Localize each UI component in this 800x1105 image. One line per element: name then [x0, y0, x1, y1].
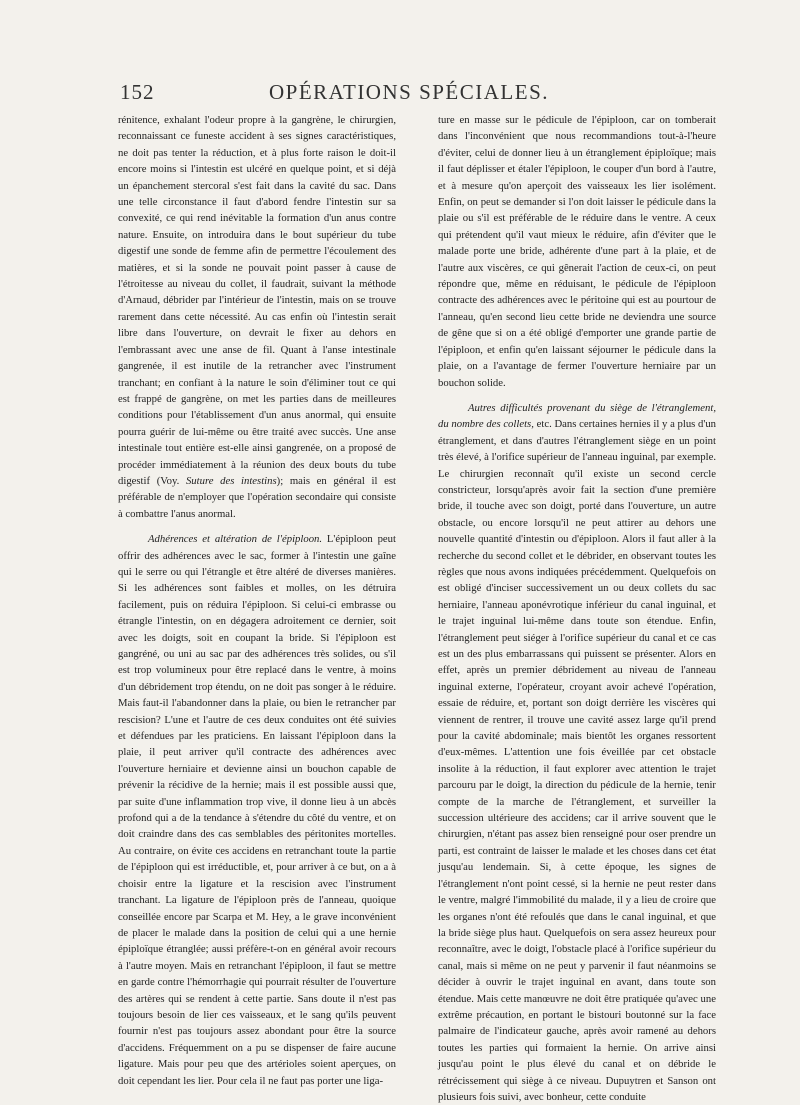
section-heading: Adhérences et altération de l'épiploon.	[148, 533, 323, 546]
page-header	[120, 80, 698, 106]
paragraph	[118, 112, 396, 522]
section-heading: Autres difficultés provenant du siège de l'étranglement, du nombre des collets,	[438, 401, 716, 431]
left-column	[118, 112, 396, 1089]
right-column	[438, 112, 716, 1105]
paragraph	[438, 112, 716, 391]
paragraph	[438, 400, 716, 1105]
paragraph-text: ture en masse sur le pédicule de l'épiploon, car on tomberait dans l'inconvénient que nous recommandions tout-à-l'heure d'éviter, celui de donner lieu à un étranglement épiploïque; mais il faut déplisser et étaler l'épiploon, le couper d'un bord à l'autre, et à mesure qu'on aperçoit des vaisseaux les lier isolément. Enfin, on peut se demander si l'on doit laisser le pédicule dans la plaie ou s'il est préférable de le réduire dans le ventre. A ceux qui prétendent qu'il vaut mieux le réduire, afin d'éviter que le malade porte une bride, adhérente d'une part à la plaie, et de l'autre aux viscères, ce qui gênerait l'action de ceux-ci, on peut répondre que, même en réduisant, le pédicule de l'épiploon contracte des adhérences avec le péritoine qui est au pourtour de l'anneau, qu'en second lieu cette bride ne deviendra une source de gêne que si on a été obligé d'emporter une grande partie de l'épiploon, et enfin qu'en laissant séjourner le pédicule dans la plaie, on a l'avantage de fermer l'ouverture herniaire par un bouchon solide.	[438, 114, 716, 389]
paragraph-text: rénitence, exhalant l'odeur propre à la gangrène, le chirurgien, reconnaissant ce funeste accident à ses signes caractéristiques, ne doit pas tenter la réduction, et à plus forte raison le doit-il encore moins si l'intestin est ulcéré en quelque point, et si déjà un épanchement stercoral s'est fait dans la cavité du sac. Dans une telle circonstance il faut d'abord fendre l'intestin sur sa convexité, ce qui rend inévitable la formation d'un anus contre nature. Ensuite, on introduira dans le bout supérieur du tube digestif une sonde de femme afin de permettre l'écoulement des matières, et si la sonde ne pouvait point passer à cause de l'étroitesse au niveau du collet, il faudrait, suivant la méthode d'Arnaud, débrider par l'intérieur de l'intestin, mais on se trouve rarement dans cette nécessité. Au cas enfin où l'intestin serait libre dans l'ouverture, on devrait le fixer au dehors en l'embrassant avec une anse de fil. Quant à l'anse intestinale gangrenée, il est inutile de la retrancher avec l'instrument tranchant; en confiant à la nature le soin d'éliminer tout ce qui est frappé de gangrène, on met les parties dans de meilleures conditions pour l'établissement d'un anus anormal, qui ensuite pourra guérir de lui-même ou être traité avec succès. Une anse intestinale tout entière est-elle ainsi gangrenée, on a proposé de procéder immédiatement à la réunion des deux bouts du tube digestif (Voy.	[118, 114, 396, 487]
paragraph-text: ); mais en général il est préférable de n'employer que l'opération secondaire qui consiste à combattre l'anus anormal.	[118, 474, 397, 520]
paragraph	[118, 531, 396, 1089]
running-title: OPÉRATIONS SPÉCIALES.	[268, 80, 550, 104]
paragraph-text: L'épiploon peut offrir des adhérences avec le sac, former à l'intestin une gaîne qui le serre ou qui l'étrangle et être altéré de diverses manières. Si les adhérences sont faibles et molles, on les détruira facilement, puis on réduira l'épiploon. Si celui-ci embrasse ou étrangle l'intestin, on en dégagera adroitement ce dernier, soit avec les doigts, soit en coupant la bride. Si l'épiploon est gangréné, ou uni au sac par des adhérences très solides, ou s'il est trop volumineux pour être replacé dans le ventre, à moins d'un débridement trop étendu, on ne doit pas songer à le réduire. Mais faut-il l'abandonner dans la plaie, ou bien le retrancher par rescision? L'une et l'autre de ces deux conduites ont été suivies et défendues par les praticiens. En laissant l'épiploon dans la plaie, il peut arriver qu'il contracte des adhérences avec l'ouverture herniaire et devienne ainsi un bouchon capable de prévenir la récidive de la hernie; mais il est possible aussi que, par suite d'une inflammation trop vive, il donne lieu à un abcès profond qui a de la tendance à s'étendre du côté du ventre, et on doit craindre dans des cas semblables des péritonites mortelles. Au contraire, on évite ces accidens en retranchant toute la partie de l'épiploon qui est irréductible, et, pour arriver à ce but, on a à choisir entre la ligature et la rescision avec l'instrument tranchant. La ligature de l'épiploon près de l'anneau, quoique conseillée encore par Scarpa et M. Hey, a le grave inconvénient de placer le malade dans la position de celui qui a une hernie épiploïque étranglée; aussi préfère-t-on en général avoir recours à l'autre moyen. Mais en retranchant l'épiploon, il faut se mettre en garde contre l'hémorrhagie qui pourrait résulter de l'ouverture des artères qui se rendent à cette partie. Sans doute il n'est pas toujours besoin de lier ces vaisseaux, et le sang qu'ils peuvent fournir n'est pas toujours assez abondant pour être la source d'accidens. Fréquemment on a pu se dispenser de faire aucune ligature. Mais pour peu que des artérioles soient aperçues, on doit cependant les lier. Pour cela il ne faut pas porter une liga-	[118, 533, 396, 1087]
page-number: 152	[120, 80, 155, 104]
paragraph-text: etc. Dans certaines hernies il y a plus d'un étranglement, et dans d'autres l'étranglement siège en un point très élevé, à l'orifice supérieur de l'anneau inguinal, par exemple. Le chirurgien reconnaît qu'il existe un second cercle constricteur, lorsqu'après avoir fait la section d'une première bride, il touche avec son doigt, porté dans l'ouverture, un autre obstacle, ou encore lorsqu'il ne peut attirer au dehors une nouvelle quantité d'intestin ou d'épiploon. Alors il faut aller à la recherche du second collet et le débrider, en observant toutes les règles que nous avons indiquées précédemment. Quelquefois on est obligé d'inciser successivement un ou deux collets du sac herniaire, l'anneau aponévrotique inférieur du canal inguinal, et le trajet inguinal lui-même dans toute son étendue. Enfin, l'étranglement peut siéger à l'orifice supérieur du canal et ce cas est un des plus embarrassans qui puissent se présenter. Alors en effet, après un premier débridement au niveau de l'anneau inguinal externe, l'opérateur, croyant avoir achevé l'opération, essaie de réduire, et, portant son doigt derrière les viscères qui viennent de rentrer, il trouve une cavité assez large qu'il prend pour la cavité abdominale; mais bientôt les organes ressortent d'eux-mêmes. L'attention une fois éveillée par cet obstacle insolite à la réduction, il faut explorer avec attention le trajet parcouru par le doigt, la direction du pédicule de la hernie, tenir compte de la marche de l'étranglement, et surveiller la succession ultérieure des accidens; car il arrive souvent que le chirurgien, n'étant pas assez bien renseigné pour oser prendre un parti, est contraint de laisser le malade et les choses dans cet état jusqu'au lendemain. Si, à cette époque, les signes de l'étranglement n'ont point cessé, si la hernie ne peut rester dans le ventre, malgré l'immobilité du malade, il y a lieu de croire que les organes n'ont été refoulés que dans le canal inguinal, et que la bride siège plus haut. Quelquefois on sera assez heureux pour reconnaître, avec le doigt, l'obstacle placé à l'orifice supérieur du canal, mais si même on ne peut y parvenir il faut néanmoins se décider à ouvrir le trajet inguinal en avant, dans toute son étendue. Mais cette manœuvre ne doit être pratiquée qu'avec une extrême précaution, en portant le bistouri boutonné sur la face palmaire de l'indicateur gauche, après avoir ramené au dehors toutes les parties qui formaient la hernie. On arrive ainsi jusqu'au point le plus élevé du canal et on débride le rétrécissement qui siège à ce niveau. Dupuytren et Sanson ont plusieurs fois suivi, avec bonheur, cette conduite	[438, 418, 717, 1103]
cross-reference: Suture des intestins	[185, 474, 277, 487]
